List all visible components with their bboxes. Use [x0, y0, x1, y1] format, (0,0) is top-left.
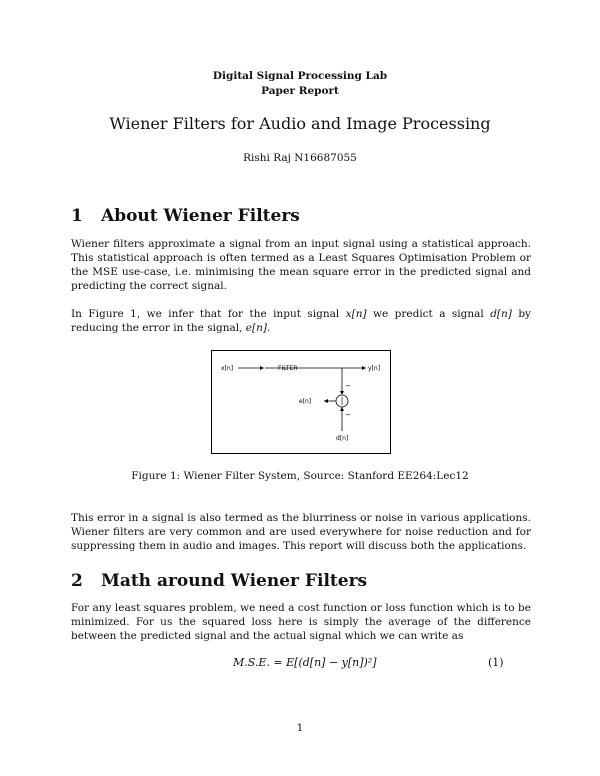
- signal-x-symbol: x[n]: [345, 308, 367, 320]
- lab-header: Digital Signal Processing Lab: [212, 70, 388, 82]
- para2-text-end: .: [266, 322, 271, 334]
- signal-e-symbol: e[n]: [245, 322, 267, 334]
- feedback-arrowhead: [340, 391, 344, 395]
- section-2-number: 2: [71, 571, 83, 591]
- section-1-paragraph-3: This error in a signal is also termed as the blurriness or noise in various applications. Wiener filters are very common and are used everywhere for noise reduction and for suppressing them in audio and images. This report will discuss both the applications.: [71, 512, 531, 552]
- input-arrowhead: [260, 366, 264, 370]
- section-1-title: About Wiener Filters: [101, 206, 300, 226]
- input-label: x[n]: [221, 365, 234, 372]
- author-line: Rishi Raj N16687055: [243, 152, 357, 164]
- output-label: y[n]: [368, 365, 381, 372]
- desired-label: d[n]: [336, 435, 349, 442]
- page-number: 1: [296, 722, 304, 734]
- section-1-paragraph-2: [71, 307, 531, 335]
- para2-text-c: by reducing the error in the signal,: [71, 308, 531, 334]
- section-2-paragraph-1: For any least squares problem, we need a cost function or loss function which is to be minimized. For us the squared loss here is simply the average of the difference between the predicted signal and the actual signal which we can write as: [71, 602, 531, 642]
- desired-arrowhead: [340, 407, 344, 411]
- filter-label: FILTER: [278, 365, 298, 372]
- section-1-heading: [71, 206, 300, 226]
- figure-1-diagram: [211, 350, 391, 454]
- para2-text-b: we predict a signal: [366, 308, 491, 320]
- para2-text-a: In Figure 1, we infer that for the input signal: [71, 308, 346, 320]
- figure-1-caption: Figure 1: Wiener Filter System, Source: Stanford EE264:Lec12: [131, 470, 469, 482]
- section-2-title: Math around Wiener Filters: [101, 571, 368, 591]
- output-arrowhead: [362, 366, 366, 370]
- section-1-number: 1: [71, 206, 83, 226]
- error-arrowhead: [324, 399, 328, 403]
- error-label: e[n]: [299, 398, 312, 405]
- minus-sign-bottom: −: [345, 411, 351, 419]
- wiener-filter-diagram: [212, 351, 390, 453]
- report-type: Paper Report: [261, 85, 339, 97]
- section-1-paragraph-1: Wiener filters approximate a signal from an input signal using a statistical approach. This statistical approach is often termed as a Least Squares Optimisation Problem or the MSE use-case, i.e. minimising the mean square error in the predicted signal and predicting the correct signal.: [71, 238, 531, 292]
- minus-sign-top: −: [345, 382, 351, 390]
- paper-title: Wiener Filters for Audio and Image Processing: [109, 114, 491, 133]
- signal-d-symbol: d[n]: [490, 308, 512, 320]
- section-2-heading: [71, 571, 367, 591]
- equation-number: (1): [488, 656, 504, 669]
- mse-equation: M.S.E. = E[(d[n] − y[n])²]: [233, 656, 377, 669]
